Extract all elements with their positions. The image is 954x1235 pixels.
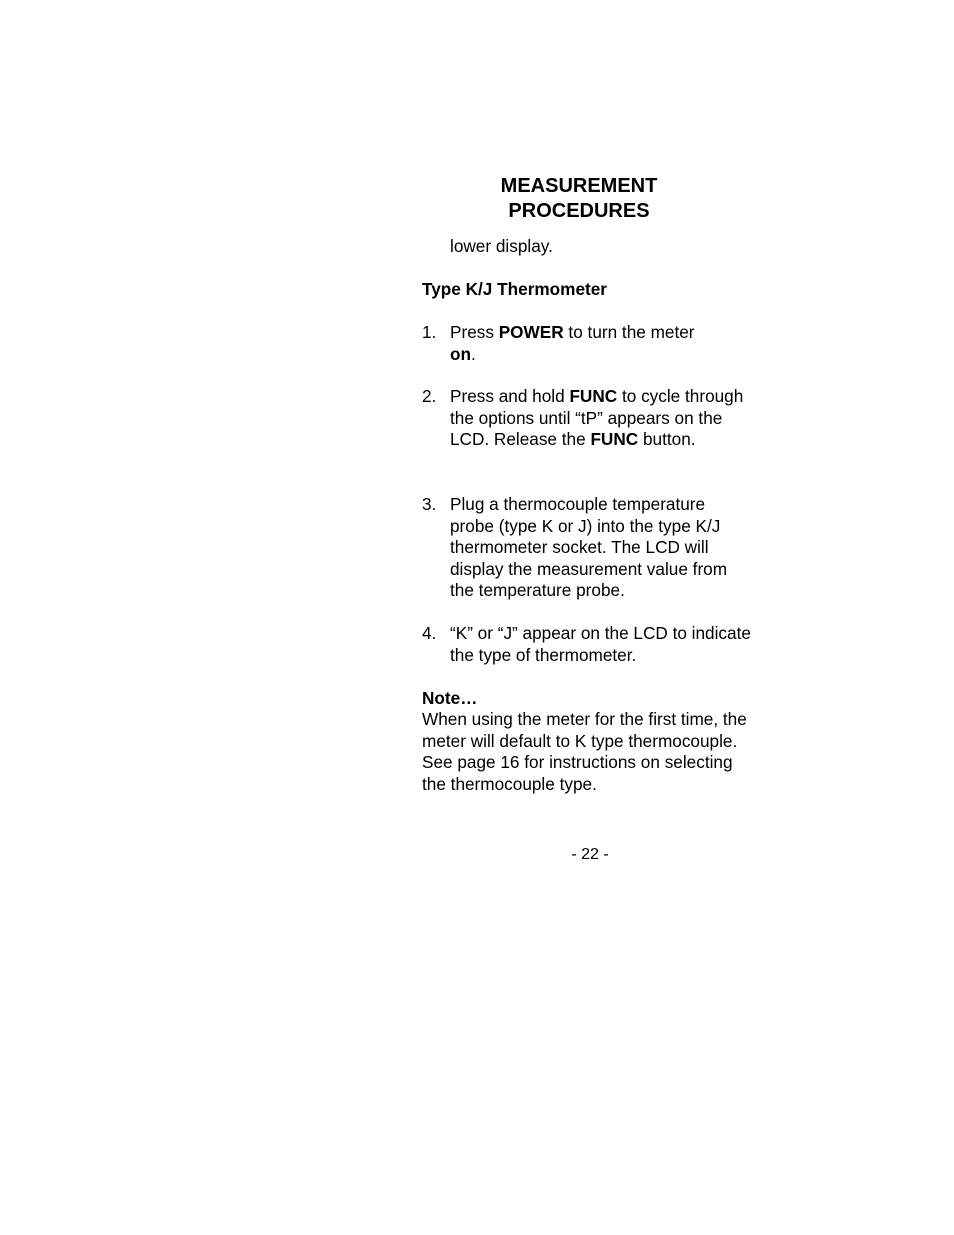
note-heading: Note…: [422, 688, 478, 708]
on-keyword: on: [450, 343, 471, 364]
func-keyword: FUNC: [590, 429, 639, 449]
section-title: [422, 174, 736, 224]
step-text: “K” or “J” appear on the LCD to indicate the type of thermometer.: [450, 623, 751, 665]
step-text: Press POWER to turn the meter on.: [450, 322, 695, 364]
page-number: - 22 -: [571, 846, 609, 863]
step-number: 2.: [422, 386, 437, 406]
section-title-line-2: PROCEDURES: [508, 200, 650, 222]
continued-text: lower display.: [450, 236, 553, 256]
step-number: 4.: [422, 623, 437, 643]
step-number: 3.: [422, 494, 437, 514]
step-text: Plug a thermocouple temperature probe (type K or J) into the type K/J thermometer socket. The LCD will display the measurement value from the temperature probe.: [450, 494, 728, 600]
note-body: When using the meter for the first time, the meter will default to K type thermocouple. See page 16 for instructions on selecting the thermocouple type.: [422, 709, 747, 794]
step-text: Press and hold FUNC to cycle through the options until “tP” appears on the LCD. Release the FUNC button.: [450, 386, 744, 449]
subheading: Type K/J Thermometer: [422, 279, 607, 299]
func-keyword: FUNC: [569, 386, 618, 406]
section-title-line-1: MEASUREMENT: [500, 175, 658, 197]
power-keyword: POWER: [498, 322, 564, 342]
step-number: 1.: [422, 322, 437, 342]
